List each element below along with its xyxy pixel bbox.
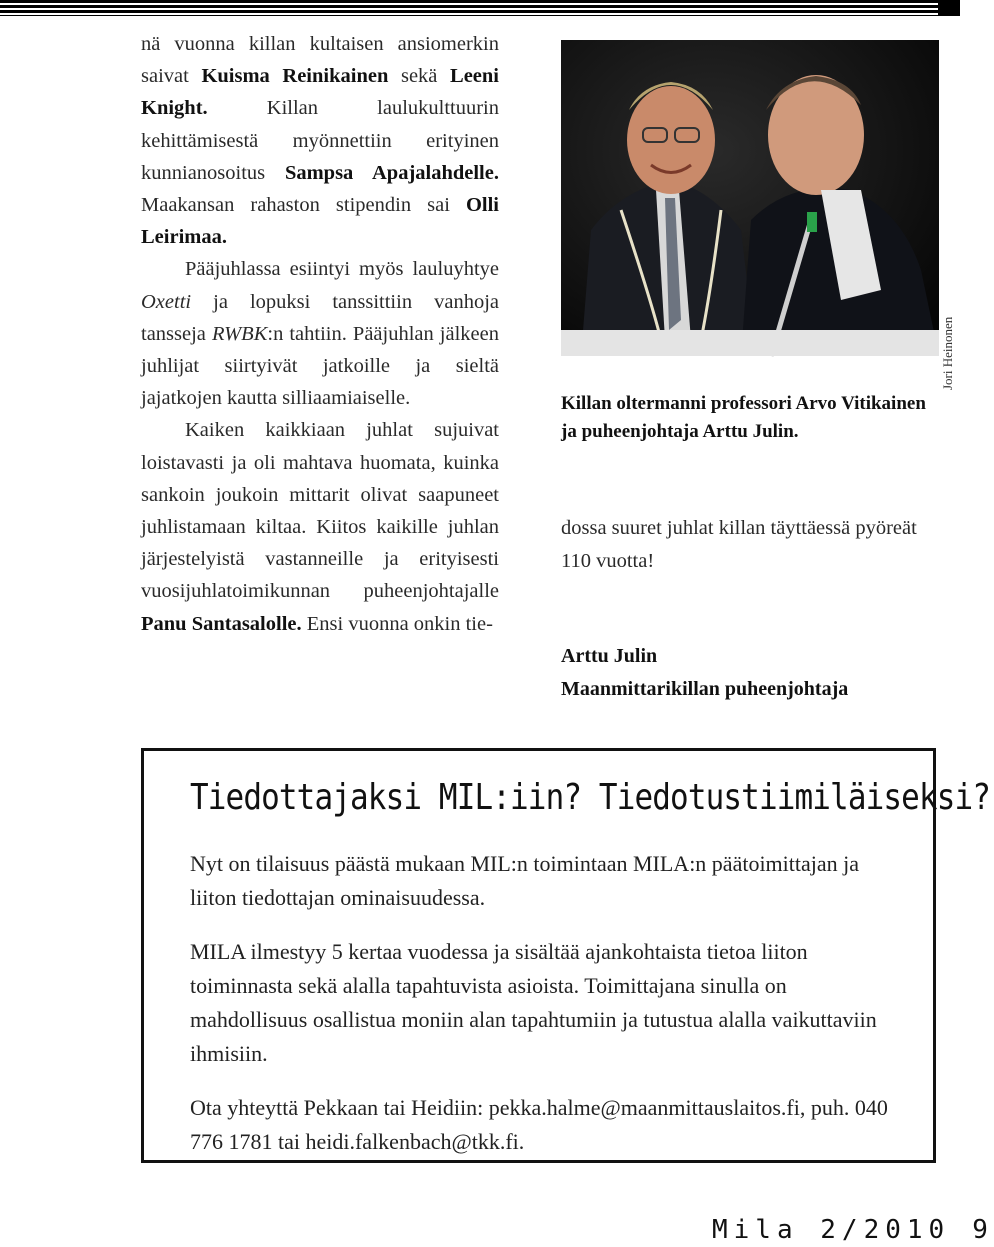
notice-body [190,847,900,1179]
notice-paragraph-3: Ota yhteyttä Pekkaan tai Heidiin: pekka.halme@maanmittauslaitos.fi, puh. 040 776 1781 tai heidi.falkenbach@tkk.fi. [190,1095,888,1154]
page-footer [712,1215,994,1245]
text-run: :n tahtiin. Pääjuhlan jälkeen juhlijat siirtyivät jatkoille ja sieltä jajatkojen kautta silliaamiaiselle. [141,322,499,410]
notice-paragraph-2: MILA ilmestyy 5 kertaa vuodessa ja sisältää ajankohtaista tietoa liiton toiminnasta sekä alalla tapahtuvista asioista. Toimittajana sinulla on mahdollisuus osallistua moniin alan tapahtumiin ja tutustua alalla vaikuttaviin ihmisiin. [190,939,877,1066]
notice-title: Tiedottajaksi MIL:iin? Tiedotustiimiläiseksi? [190,777,991,818]
top-stripes-decoration [0,0,960,16]
photo-credit: Jori Heinonen [940,316,955,390]
photo-illustration [561,40,939,356]
page-number: 9 [972,1215,994,1245]
person-name: Sampsa Apajalahdelle. [284,161,499,184]
notice-box [141,748,991,1163]
article-continuation: dossa suuret juhlat killan täyttäessä pyöreät 110 vuotta! [561,517,917,572]
article-signature [561,640,941,706]
text-run: sekä [388,65,451,88]
person-name: Panu Santasalolle. [141,612,302,635]
text-run: nä vuonna killan kultaisen ansiomerkin saivat [141,33,499,88]
issue-label: Mila 2/2010 [712,1215,951,1245]
event-photo [561,40,939,356]
text-run: ja lopuksi tanssittiin vanhoja tansseja [141,290,499,345]
top-corner-block [938,0,960,16]
text-run: Kaiken kaikkiaan juhlat sujuivat loistavasti ja oli mahtava huomata, kuinka sankoin joukoin mittarit olivat saapuneet juhlistamaan kiltaa. Kiitos kaikille juhlan järjestelyistä vastanneille ja erityisesti vuosijuhlatoimikunnan puheenjohtajalle [141,419,499,603]
notice-paragraph-1: Nyt on tilaisuus päästä mukaan MIL:n toimintaan MILA:n päätoimittajan ja liiton tiedottajan ominaisuudessa. [190,851,860,910]
article-paragraph-2 [141,253,499,414]
article-paragraph-3 [141,414,499,639]
person-name: Kuisma Reinikainen [201,65,389,88]
photo-caption: Killan oltermanni professori Arvo Vitikainen ja puheenjohtaja Arttu Julin. [561,393,926,442]
band-name: Oxetti [141,290,192,313]
text-run: Ensi vuonna onkin tie- [301,612,493,635]
signature-title: Maanmittarikillan puheenjohtaja [561,678,849,700]
signature-name: Arttu Julin [561,645,658,667]
person-name: Olli Leirimaa. [141,194,499,249]
text-run: Killan laulukulttuurin kehittämisestä myönnettiin erityinen kunnianosoitus [141,97,499,184]
text-run: Pääjuhlassa esiintyi myös lauluyhtye [185,258,499,281]
person-name: Leeni Knight. [141,65,499,120]
text-run: Maakansan rahaston stipendin sai [141,194,466,217]
left-article-column [141,28,499,640]
article-paragraph-1 [141,28,499,253]
band-name: RWBK [211,322,268,345]
